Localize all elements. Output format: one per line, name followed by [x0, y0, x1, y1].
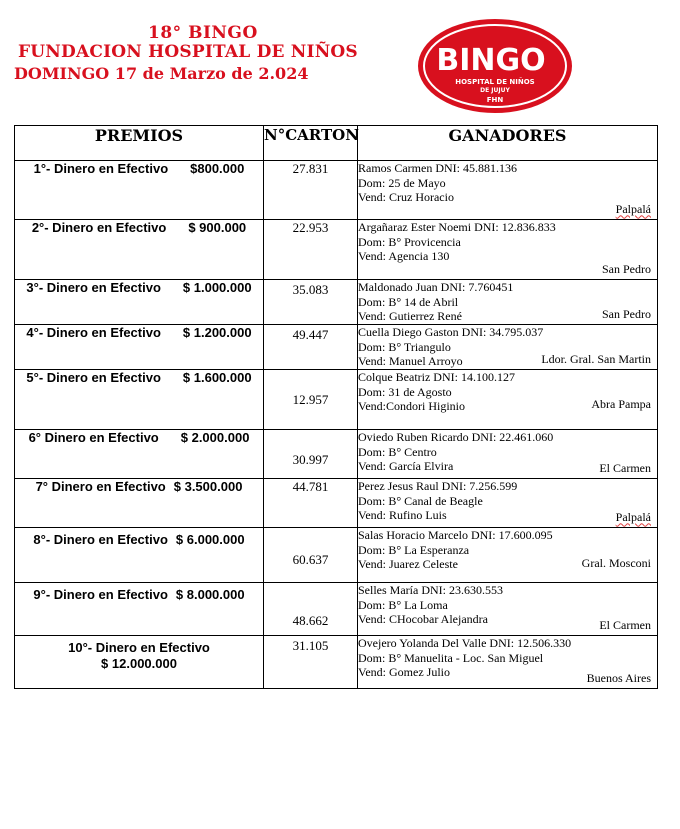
winner-name: Cuella Diego Gaston DNI: 34.795.037 [358, 325, 544, 339]
carton-number: 12.957 [264, 370, 358, 430]
winner-cell [358, 220, 658, 280]
winner-cell [358, 161, 658, 220]
winner-name: Ramos Carmen DNI: 45.881.136 [358, 161, 517, 175]
winner-location: Gral. Mosconi [581, 555, 651, 570]
winner-name: Maldonado Juan DNI: 7.760451 [358, 280, 514, 294]
prize-amount: $ 3.500.000 [173, 479, 243, 494]
prize-amount: $ 1.600.000 [182, 370, 252, 385]
winner-seller: Vend: Juarez Celeste [358, 557, 458, 571]
winner-location: El Carmen [599, 617, 651, 632]
winner-location: San Pedro [602, 306, 651, 321]
carton-number: 31.105 [264, 636, 358, 689]
prize-amount: $ 1.200.000 [182, 325, 252, 340]
winner-name: Salas Horacio Marcelo DNI: 17.600.095 [358, 528, 553, 542]
svg-text:BINGO: BINGO [436, 43, 546, 78]
winner-address: Dom: B° Provicencia [358, 234, 461, 249]
prize-cell [15, 430, 264, 479]
winner-cell [358, 370, 658, 430]
winners-table [14, 125, 658, 689]
prize-amount: $ 2.000.000 [180, 430, 250, 445]
winner-cell [358, 636, 658, 689]
prize-cell [15, 220, 264, 280]
winner-name: Argañaraz Ester Noemi DNI: 12.836.833 [358, 220, 556, 234]
prize-cell [15, 479, 264, 528]
winner-cell [358, 280, 658, 325]
winner-address: Dom: B° La Loma [358, 597, 448, 612]
winner-address: Dom: 25 de Mayo [358, 175, 446, 190]
prize-cell [15, 161, 264, 220]
prize-cell [15, 325, 264, 370]
winner-seller: Vend: Gutierrez René [358, 309, 462, 323]
table-row [15, 161, 658, 220]
winner-seller: Vend: García Elvira [358, 459, 454, 473]
title-date: DOMINGO 17 de Marzo de 2.024 [14, 64, 309, 83]
winner-location: Ldor. Gral. San Martin [541, 351, 651, 366]
prize-cell [15, 528, 264, 583]
prize-cell [15, 636, 264, 689]
header-carton: N°CARTON [264, 126, 358, 161]
title-foundation: FUNDACION HOSPITAL DE NIÑOS [18, 42, 358, 62]
carton-number: 27.831 [264, 161, 358, 220]
svg-text:HOSPITAL DE NIÑOS: HOSPITAL DE NIÑOS [455, 78, 535, 86]
winner-name: Perez Jesus Raul DNI: 7.256.599 [358, 479, 518, 493]
winner-cell [358, 479, 658, 528]
winner-location: Palpalá [615, 201, 651, 216]
winner-address: Dom: B° 14 de Abril [358, 294, 459, 309]
winner-cell [358, 430, 658, 479]
winner-location: Palpalá [615, 509, 651, 524]
prize-label: 4°- Dinero en Efectivo [26, 325, 161, 340]
prize-cell [15, 583, 264, 636]
prize-label: 2°- Dinero en Efectivo [31, 220, 167, 235]
carton-number: 30.997 [264, 430, 358, 479]
winner-address: Dom: B° Centro [358, 444, 437, 459]
table-row [15, 528, 658, 583]
winner-seller: Vend: Rufino Luis [358, 508, 447, 522]
carton-number: 35.083 [264, 280, 358, 325]
prize-amount: $800.000 [190, 161, 245, 176]
winner-location: Buenos Aires [586, 670, 651, 685]
table-header-row [15, 126, 658, 161]
winner-seller: Vend: CHocobar Alejandra [358, 612, 488, 626]
winner-seller: Vend: Agencia 130 [358, 249, 450, 263]
carton-number: 60.637 [264, 528, 358, 583]
winner-seller: Vend: Manuel Arroyo [358, 354, 463, 368]
prize-label: 9°- Dinero en Efectivo [33, 587, 168, 602]
table-row [15, 370, 658, 430]
prize-cell [15, 280, 264, 325]
winner-address: Dom: B° Manuelita - Loc. San Miguel [358, 650, 544, 665]
winner-address: Dom: B° La Esperanza [358, 542, 470, 557]
prize-amount: $ 6.000.000 [175, 532, 245, 547]
table-row [15, 430, 658, 479]
prize-amount: $ 900.000 [188, 220, 247, 235]
carton-number: 48.662 [264, 583, 358, 636]
winner-name: Oviedo Ruben Ricardo DNI: 22.461.060 [358, 430, 554, 444]
header-ganadores: GANADORES [358, 126, 658, 161]
bingo-logo [417, 18, 573, 114]
table-row [15, 220, 658, 280]
winner-name: Colque Beatriz DNI: 14.100.127 [358, 370, 515, 384]
carton-number: 49.447 [264, 325, 358, 370]
prize-label: 8°- Dinero en Efectivo [33, 532, 168, 547]
table-row [15, 280, 658, 325]
prize-amount: $ 12.000.000 [101, 656, 177, 671]
winner-cell [358, 583, 658, 636]
winner-seller: Vend: Gomez Julio [358, 665, 450, 679]
header-premios: PREMIOS [15, 126, 264, 161]
winner-address: Dom: B° Triangulo [358, 339, 451, 354]
table-row [15, 479, 658, 528]
prize-label: 6° Dinero en Efectivo [28, 430, 159, 445]
table-row [15, 325, 658, 370]
title-edition: 18° BINGO [148, 23, 258, 43]
prize-label: 1°- Dinero en Efectivo [33, 161, 169, 176]
carton-number: 22.953 [264, 220, 358, 280]
prize-label: 10°- Dinero en Efectivo [68, 640, 210, 655]
winner-address: Dom: 31 de Agosto [358, 384, 452, 399]
winner-location: San Pedro [602, 261, 651, 276]
table-row [15, 583, 658, 636]
prize-label: 7° Dinero en Efectivo [35, 479, 166, 494]
winner-name: Ovejero Yolanda Del Valle DNI: 12.506.330 [358, 636, 572, 650]
svg-text:DE JUJUY: DE JUJUY [480, 87, 510, 94]
svg-text:FHN: FHN [486, 96, 504, 104]
winner-cell [358, 528, 658, 583]
prize-cell [15, 370, 264, 430]
winner-location: Abra Pampa [591, 396, 651, 411]
prize-amount: $ 8.000.000 [175, 587, 245, 602]
winner-seller: Vend:Condori Higinio [358, 399, 465, 413]
winner-seller: Vend: Cruz Horacio [358, 190, 454, 204]
winner-address: Dom: B° Canal de Beagle [358, 493, 483, 508]
table-row [15, 636, 658, 689]
winner-cell [358, 325, 658, 370]
prize-label: 5°- Dinero en Efectivo [26, 370, 161, 385]
carton-number: 44.781 [264, 479, 358, 528]
prize-amount: $ 1.000.000 [182, 280, 252, 295]
prize-label: 3°- Dinero en Efectivo [26, 280, 161, 295]
winner-location: El Carmen [599, 460, 651, 475]
winner-name: Selles María DNI: 23.630.553 [358, 583, 503, 597]
